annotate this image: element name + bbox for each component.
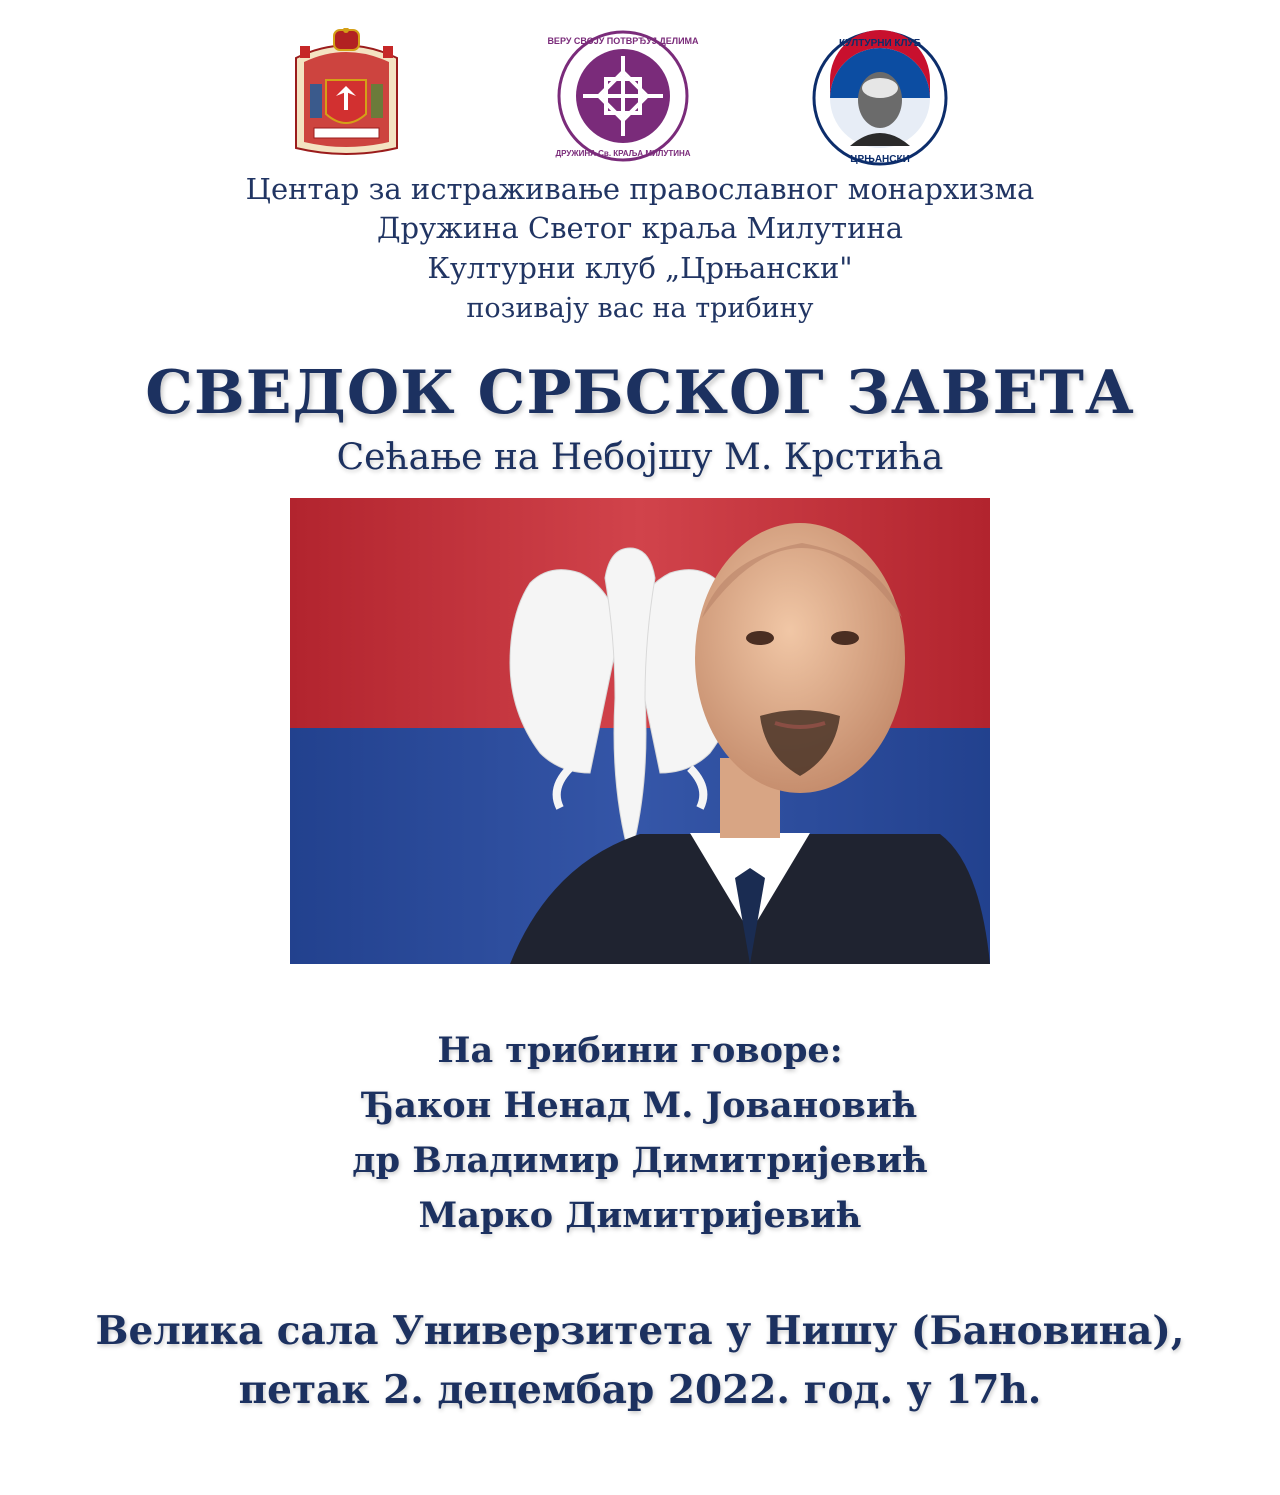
speaker-name: др Владимир Димитријевић	[352, 1140, 928, 1181]
event-datetime: петак 2. децембар 2022. год. у 17h.	[238, 1367, 1042, 1413]
portrait-photo	[290, 498, 990, 964]
royal-coat-of-arms-icon	[284, 28, 409, 163]
club-bottom-text: ЦРЊАНСКИ	[850, 154, 910, 165]
star-ornament-emblem-icon	[538, 28, 708, 163]
speaker-name: Ђакон Ненад М. Јовановић	[362, 1085, 918, 1126]
portrait-badge-icon	[808, 28, 953, 168]
club-top-text: КУЛТУРНИ КЛУБ	[839, 38, 921, 49]
organizer-line: Културни клуб „Црњански"	[427, 251, 853, 285]
portrait-with-serbian-flag	[290, 498, 990, 964]
organizer-line: Центар за истраживање православног монархизма	[245, 172, 1035, 206]
speakers-heading: На трибини говоре:	[437, 1030, 843, 1071]
event-subtitle: Сећање на Небојшу М. Крстића	[336, 437, 944, 478]
emblem-ring-text: ВЕРУ СВОЈУ ПОТВРЂУЈ ДЕЛИМА	[547, 36, 699, 46]
invite-text: позивају вас на трибину	[466, 293, 814, 324]
organizer-line: Дружина Светог краља Милутина	[376, 211, 904, 245]
speaker-name: Марко Димитријевић	[418, 1195, 862, 1236]
emblem-bottom-text: ДРУЖИНА Св. КРАЉА МИЛУТИНА	[555, 149, 691, 158]
venue-text: Велика сала Универзитета у Нишу (Бановина),	[95, 1308, 1185, 1354]
event-title: СВЕДОК СРБСКОГ ЗАВЕТА	[145, 358, 1135, 428]
logo-row	[0, 28, 1280, 168]
